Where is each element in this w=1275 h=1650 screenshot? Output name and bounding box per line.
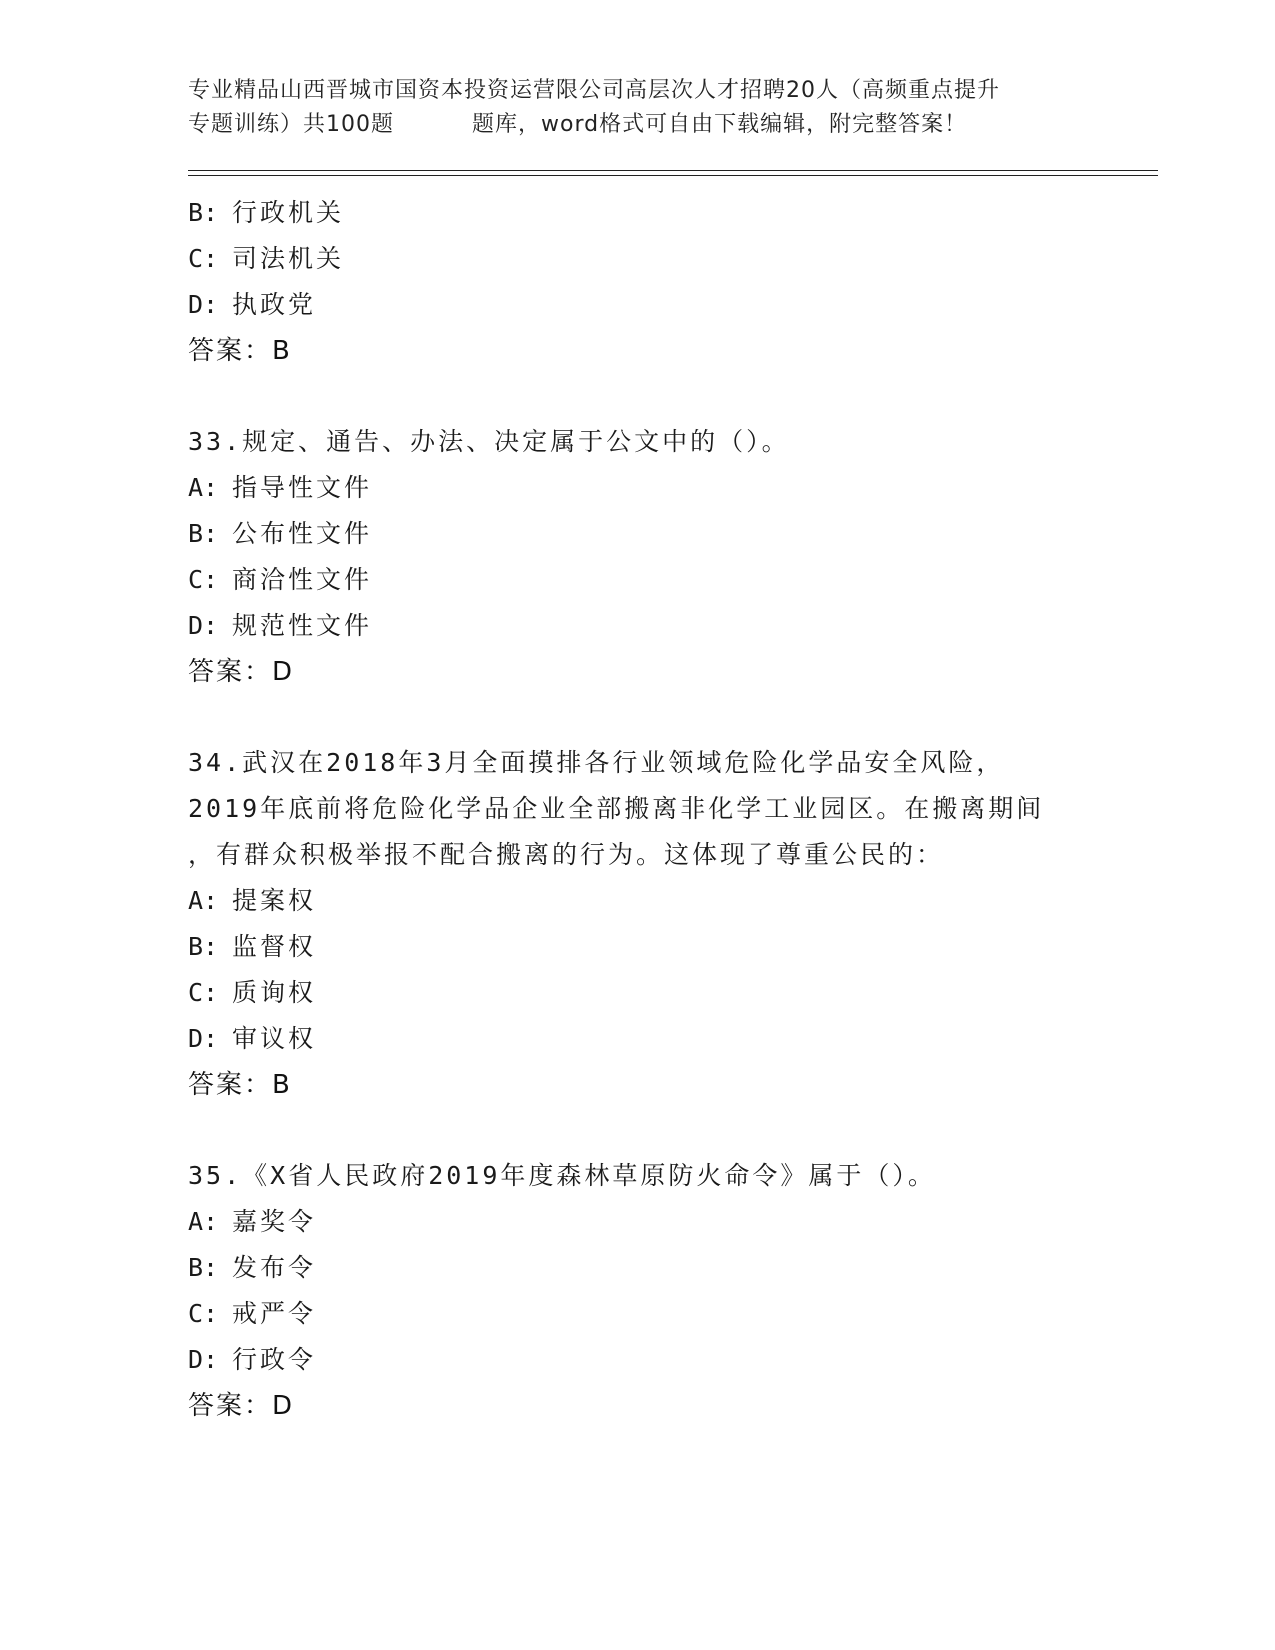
option-key: C: (188, 244, 219, 273)
option-c (188, 1291, 1088, 1337)
option-b (188, 511, 1088, 557)
option-c (188, 236, 1088, 282)
option-c (188, 970, 1088, 1016)
option-text: 公布性文件 (232, 519, 373, 548)
answer-line: 答案：B (188, 1070, 292, 1100)
question-32 (188, 190, 1088, 374)
option-key: B: (188, 932, 219, 961)
option-text: 戒严令 (232, 1299, 317, 1328)
option-key: A: (188, 1207, 219, 1236)
header-divider-bottom (188, 175, 1158, 176)
question-stem-line-3: ，有群众积极举报不配合搬离的行为。这体现了尊重公民的： (188, 840, 945, 869)
option-text: 审议权 (232, 1024, 317, 1053)
option-a (188, 878, 1088, 924)
question-stem: 33.规定、通告、办法、决定属于公文中的（）。 (188, 427, 790, 456)
question-list (188, 190, 1088, 1429)
option-text: 执政党 (232, 290, 317, 319)
option-key: A: (188, 473, 219, 502)
option-a (188, 465, 1088, 511)
option-d (188, 282, 1088, 328)
option-text: 提案权 (232, 886, 317, 915)
option-key: B: (188, 1253, 219, 1282)
header-title-line-2-right: 题库，word格式可自由下载编辑，附完整答案！ (472, 112, 968, 137)
option-b (188, 190, 1088, 236)
option-d (188, 1016, 1088, 1062)
question-33 (188, 419, 1088, 695)
option-c (188, 557, 1088, 603)
option-text: 指导性文件 (232, 473, 373, 502)
option-d (188, 603, 1088, 649)
option-key: A: (188, 886, 219, 915)
option-key: C: (188, 978, 219, 1007)
question-stem-line-2: 2019年底前将危险化学品企业全部搬离非化学工业园区。在搬离期间 (188, 794, 1045, 823)
header-title-line-2 (188, 108, 1088, 142)
option-key: C: (188, 1299, 219, 1328)
option-key: D: (188, 290, 219, 319)
option-key: B: (188, 198, 219, 227)
option-text: 行政机关 (232, 198, 345, 227)
answer-line: 答案：D (188, 1391, 295, 1421)
page-header (188, 74, 1088, 142)
option-d (188, 1337, 1088, 1383)
option-b (188, 924, 1088, 970)
question-35 (188, 1153, 1088, 1429)
option-text: 司法机关 (232, 244, 345, 273)
header-title-line-1: 专业精品山西晋城市国资本投资运营限公司高层次人才招聘20人（高频重点提升 (188, 78, 1000, 103)
option-text: 发布令 (232, 1253, 317, 1282)
question-34 (188, 740, 1088, 1108)
option-text: 质询权 (232, 978, 317, 1007)
answer-line: 答案：D (188, 657, 295, 687)
option-text: 商洽性文件 (232, 565, 373, 594)
option-text: 规范性文件 (232, 611, 373, 640)
option-key: D: (188, 1024, 219, 1053)
option-text: 嘉奖令 (232, 1207, 317, 1236)
header-title-line-2-left: 专题训练）共100题 (188, 112, 394, 137)
option-key: C: (188, 565, 219, 594)
header-divider-top (188, 170, 1158, 171)
question-stem-line-1: 34.武汉在2018年3月全面摸排各行业领域危险化学品安全风险， (188, 748, 1005, 777)
option-text: 监督权 (232, 932, 317, 961)
option-key: D: (188, 611, 219, 640)
option-text: 行政令 (232, 1345, 317, 1374)
option-a (188, 1199, 1088, 1245)
option-key: B: (188, 519, 219, 548)
answer-line: 答案：B (188, 336, 292, 366)
option-b (188, 1245, 1088, 1291)
option-key: D: (188, 1345, 219, 1374)
question-stem: 35.《X省人民政府2019年度森林草原防火命令》属于（）。 (188, 1161, 936, 1190)
